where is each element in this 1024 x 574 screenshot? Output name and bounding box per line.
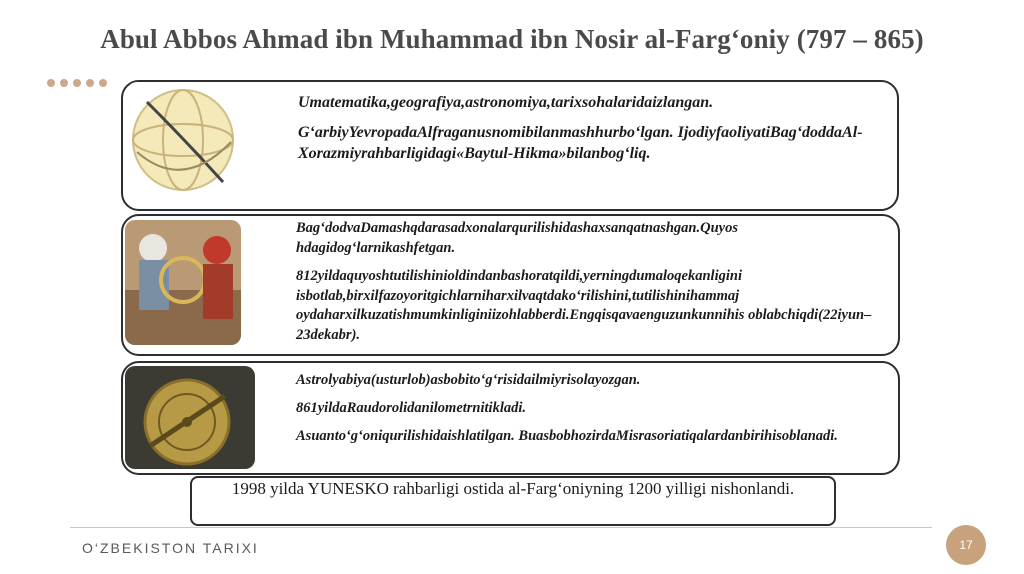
card-paragraph: 812yildaquyoshtutilishinioldindanbashoratqildi,yerningdumaloqekanligini isbotlab,birxilfazoyoritgichlarniharxilvaqtdako‘rilishini,tutilishinihammaj oydaharxilkuzatishmumkinliginiizohlabberdi.Engqisqavaenguzunkunnihis oblabchiqdi(22iyun– 23dekabr).: [296, 268, 872, 343]
card-paragraph: Asuanto‘g‘oniqurilishidaishlatilgan. BuasbobhozirdaMisrasoriatiqalardanbirihisoblanadi.: [296, 428, 838, 444]
card-paragraph: Umatematika,geografiya,astronomiya,tarixsohalaridaizlangan.: [298, 94, 714, 111]
page-number-badge: 17: [946, 525, 986, 565]
footer-divider: [70, 527, 932, 528]
card-2-text: [296, 219, 892, 354]
card-paragraph: 861yildaRaudorolidanilometrnitikladi.: [296, 400, 527, 416]
globe-armillary-image: [127, 82, 239, 202]
dot-icon: [99, 79, 107, 87]
card-paragraph: Astrolyabiya(usturlob)asbobito‘g‘risidailmiyrisolayozgan.: [296, 372, 641, 388]
decorative-dots: [47, 79, 107, 89]
footer-label: O‘ZBEKISTON TARIXI: [82, 540, 259, 556]
anniversary-note: 1998 yilda YUNESKO rahbarligi ostida al-Farg‘oniyning 1200 yilligi nishonlandi.: [190, 476, 836, 526]
slide-title: Abul Abbos Ahmad ibn Muhammad ibn Nosir al-Farg‘oniy (797 – 865): [100, 24, 924, 54]
card-paragraph: Bag‘dodvaDamashqdarasadxonalarqurilishidashaxsanqatnashgan.Quyos hdagidog‘larnikashfetgan.: [296, 220, 738, 256]
scholars-with-astrolabe-image: [125, 220, 241, 345]
brass-astrolabe-image: [125, 366, 255, 469]
dot-icon: [47, 79, 55, 87]
dot-icon: [73, 79, 81, 87]
card-paragraph: G‘arbiyYevropadaAlfraganusnomibilanmashhurbo‘lgan. IjodiyfaoliyatiBag‘doddaAl-Xorazmiyrahbarligidagi«Baytul-Hikma»bilanbog‘liq.: [298, 124, 863, 162]
card-1-text: [298, 92, 888, 173]
dot-icon: [86, 79, 94, 87]
dot-icon: [60, 79, 68, 87]
card-3-text: [296, 371, 886, 455]
